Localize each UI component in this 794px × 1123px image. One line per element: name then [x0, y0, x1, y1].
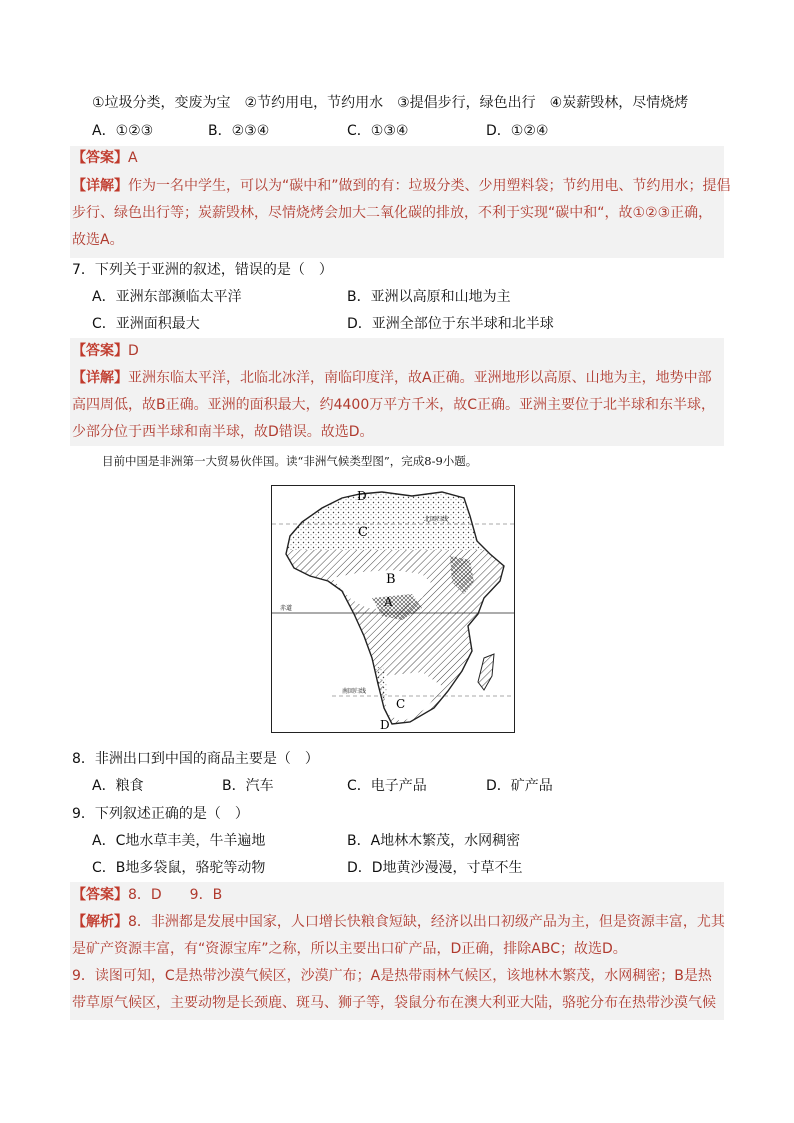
detail-6-line-1 [72, 176, 731, 196]
answer-tag: 【答案】 [72, 150, 128, 166]
q9-option-a: A．C地水草丰美，牛羊遍地 [92, 833, 266, 849]
detail-7-line-3: 少部分位于西半球和南半球，故D错误。故选D。 [72, 424, 374, 440]
answer-value: A [128, 150, 138, 166]
q7-option-a: A．亚洲东部濒临太平洋 [92, 289, 242, 305]
detail-7-line-1 [72, 368, 712, 388]
answer-7 [72, 341, 139, 361]
q6-items: ①垃圾分类，变废为宝 ②节约用电，节约用水 ③提倡步行，绿色出行 ④炭薪毁林，尽情烧烤 [92, 95, 689, 111]
equator-label: 赤道 [280, 605, 293, 612]
detail-tag: 【详解】 [72, 370, 128, 386]
answer-block-6 [70, 146, 724, 258]
detail-6-line-3: 故选A。 [72, 232, 124, 248]
analysis-text: 8．非洲都是发展中国家，人口增长快粮食短缺，经济以出口初级产品为主，但是资源丰富，尤其 [128, 914, 725, 930]
q7-option-d: D．亚洲全部位于东半球和北半球 [347, 316, 554, 332]
africa-map-figure [272, 486, 514, 732]
answer-value: D [128, 343, 139, 359]
analysis-line-4: 带草原气候区，主要动物是长颈鹿、斑马、狮子等，袋鼠分布在澳大利亚大陆，骆驼分布在热带沙漠气候 [72, 995, 716, 1011]
q8-stem: 8．非洲出口到中国的商品主要是（ ） [72, 751, 319, 767]
answer-8-9 [72, 885, 222, 905]
section-intro: 目前中国是非洲第一大贸易伙伴国。读“非洲气候类型图”，完成8-9小题。 [102, 454, 478, 468]
q7-stem: 7．下列关于亚洲的叙述，错误的是（ ） [72, 262, 333, 278]
detail-text: 亚洲东临太平洋，北临北冰洋，南临印度洋，故A正确。亚洲地形以高原、山地为主，地势中部 [128, 370, 712, 386]
detail-7-line-2: 高四周低，故B正确。亚洲的面积最大，约4400万平方千米，故C正确。亚洲主要位于北半球和东半球， [72, 397, 716, 413]
q8-option-b: B．汽车 [222, 778, 274, 794]
tropic-south-label: 南回归线 [342, 688, 367, 695]
answer-value: 8．D 9．B [128, 887, 223, 903]
tropic-north-label: 北回归线 [424, 516, 449, 523]
q8-option-c: C．电子产品 [347, 778, 427, 794]
map-label-c-south: C [396, 697, 406, 711]
q6-option-d: D．①②④ [486, 123, 549, 139]
analysis-line-3: 9．读图可知，C是热带沙漠气候区，沙漠广布；A是热带雨林气候区，该地林木繁茂，水网稠密；B是热 [72, 968, 712, 984]
q8-option-a: A．粮食 [92, 778, 144, 794]
q6-option-c: C．①③④ [347, 123, 409, 139]
analysis-tag: 【解析】 [72, 914, 128, 930]
madagascar-shape [478, 654, 494, 690]
map-label-c-north: C [358, 525, 368, 540]
map-label-b: B [386, 572, 396, 587]
analysis-line-2: 是矿产资源丰富，有“资源宝库”之称，所以主要出口矿产品，D正确，排除ABC；故选D。 [72, 941, 627, 957]
q6-option-a: A．①②③ [92, 123, 154, 139]
answer-6 [72, 148, 138, 168]
answer-tag: 【答案】 [72, 887, 128, 903]
q8-option-d: D．矿产品 [486, 778, 553, 794]
africa-climate-map [271, 485, 515, 733]
q7-option-b: B．亚洲以高原和山地为主 [347, 289, 511, 305]
q9-stem: 9．下列叙述正确的是（ ） [72, 806, 249, 822]
q9-option-b: B．A地林木繁茂，水网稠密 [347, 833, 521, 849]
map-label-d-south: D [380, 718, 390, 732]
q9-option-c: C．B地多袋鼠，骆驼等动物 [92, 860, 266, 876]
map-label-a: A [384, 595, 393, 609]
detail-text: 作为一名中学生，可以为“碳中和”做到的有：垃圾分类、少用塑料袋；节约用电、节约用水；提倡 [128, 178, 731, 194]
answer-tag: 【答案】 [72, 343, 128, 359]
q9-option-d: D．D地黄沙漫漫，寸草不生 [347, 860, 523, 876]
q7-option-c: C．亚洲面积最大 [92, 316, 200, 332]
detail-tag: 【详解】 [72, 178, 128, 194]
map-label-d-north: D [357, 489, 367, 503]
detail-6-line-2: 步行、绿色出行等；炭薪毁林，尽情烧烤会加大二氧化碳的排放，不利于实现“碳中和“，故①②③正确， [72, 205, 713, 221]
analysis-line-1 [72, 912, 725, 932]
q6-option-b: B．②③④ [208, 123, 270, 139]
